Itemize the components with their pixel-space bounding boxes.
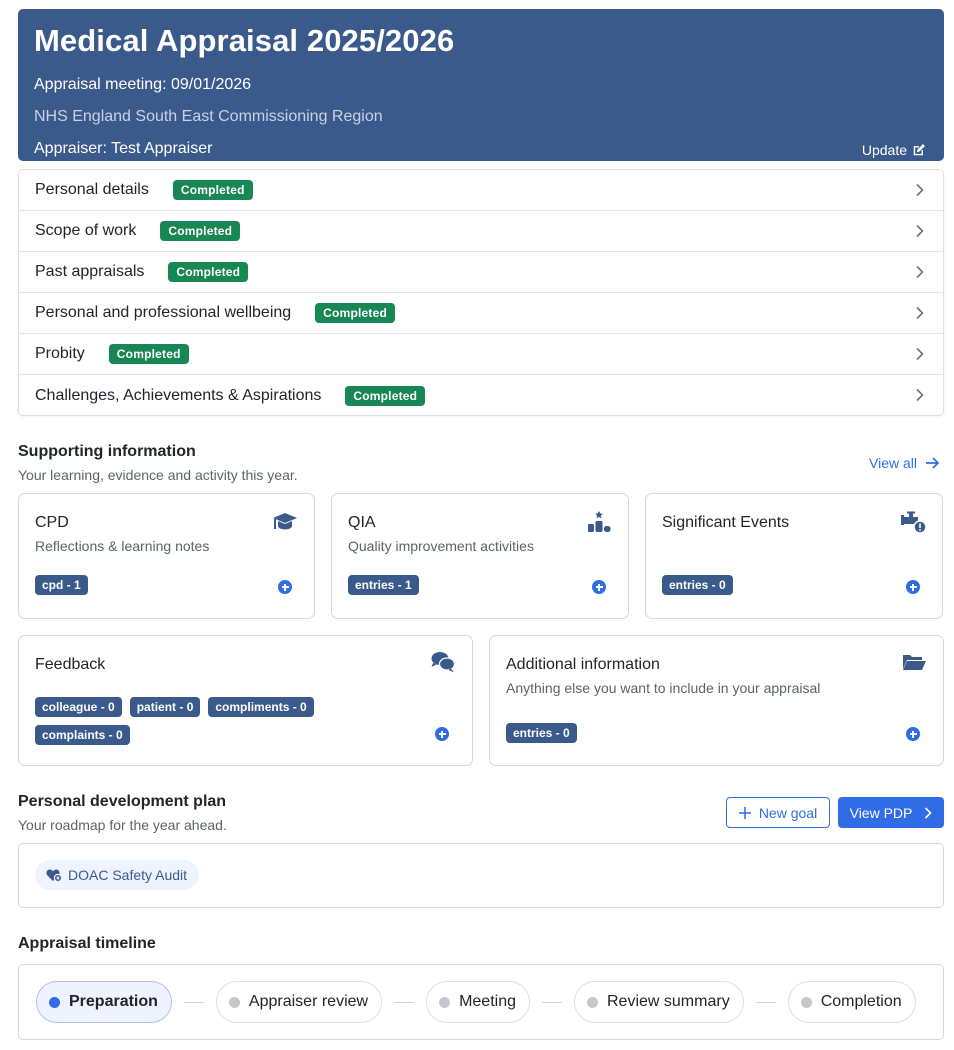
chevron-right-icon	[915, 388, 925, 402]
card-title: Significant Events	[662, 514, 790, 531]
page-title: Medical Appraisal 2025/2026	[34, 23, 455, 58]
section-label: Challenges, Achievements & Aspirations	[35, 386, 322, 404]
card-title: Additional information	[506, 656, 660, 673]
appraisal-header	[18, 9, 944, 161]
status-badge: Completed	[315, 303, 395, 323]
pdp-goals-container	[18, 843, 944, 908]
add-cpd-button[interactable]	[278, 580, 292, 594]
meeting-date: Appraisal meeting: 09/01/2026	[34, 76, 252, 93]
plus-icon	[739, 807, 751, 819]
supporting-info-heading: Supporting information	[18, 443, 196, 460]
appraiser-name: Appraiser: Test Appraiser	[34, 140, 213, 157]
step-status-dot	[587, 997, 598, 1008]
additional-info-card[interactable]	[489, 635, 944, 766]
count-pill: entries - 0	[662, 575, 733, 595]
timeline-connector	[184, 1002, 204, 1003]
step-label: Completion	[820, 993, 902, 1010]
step-label: Meeting	[459, 993, 516, 1010]
step-status-dot	[49, 997, 60, 1008]
timeline-connector	[394, 1002, 414, 1003]
card-title: CPD	[35, 514, 69, 531]
colleague-count-pill: colleague - 0	[35, 697, 122, 717]
card-title: Feedback	[35, 656, 106, 673]
comments-icon	[430, 650, 456, 674]
section-row-probity[interactable]	[19, 334, 943, 375]
status-badge: Completed	[109, 344, 189, 364]
status-badge: Completed	[168, 262, 248, 282]
timeline-step-appraiser-review[interactable]	[216, 981, 382, 1023]
step-status-dot	[439, 997, 450, 1008]
patient-count-pill: patient - 0	[130, 697, 201, 717]
folder-open-icon	[901, 650, 927, 674]
section-label: Scope of work	[35, 222, 137, 239]
region-name: NHS England South East Commissioning Region	[34, 108, 383, 125]
supporting-info-subtitle: Your learning, evidence and activity this year.	[18, 467, 298, 483]
new-goal-label: New goal	[758, 804, 818, 821]
timeline-connector	[542, 1002, 562, 1003]
complaints-count-pill: complaints - 0	[35, 725, 130, 745]
new-goal-button[interactable]	[726, 797, 830, 828]
ranking-star-icon	[586, 510, 612, 534]
chevron-right-icon	[915, 224, 925, 238]
qia-card[interactable]	[331, 493, 629, 619]
chevron-right-icon	[915, 183, 925, 197]
status-badge: Completed	[160, 221, 240, 241]
section-label: Past appraisals	[35, 263, 145, 280]
graduation-cap-icon	[272, 510, 298, 534]
faucet-alert-icon	[900, 510, 926, 534]
chevron-right-icon	[915, 347, 925, 361]
view-pdp-label: View PDP	[849, 804, 913, 821]
chevron-right-icon	[915, 306, 925, 320]
card-subtitle: Quality improvement activities	[348, 538, 534, 554]
feedback-card[interactable]	[18, 635, 473, 766]
status-badge: Completed	[345, 386, 425, 406]
compliments-count-pill: compliments - 0	[208, 697, 313, 717]
timeline-step-meeting[interactable]	[426, 981, 530, 1023]
section-row-challenges[interactable]	[19, 375, 943, 416]
add-qia-button[interactable]	[592, 580, 606, 594]
status-badge: Completed	[173, 180, 253, 200]
timeline-step-completion[interactable]	[788, 981, 916, 1023]
add-significant-event-button[interactable]	[906, 580, 920, 594]
appraisal-sections-list	[18, 169, 944, 416]
pdp-subtitle: Your roadmap for the year ahead.	[18, 817, 227, 833]
cpd-card[interactable]	[18, 493, 315, 619]
section-label: Probity	[35, 345, 85, 362]
card-subtitle: Reflections & learning notes	[35, 538, 210, 554]
arrow-right-icon	[925, 457, 940, 469]
count-pill: entries - 0	[506, 723, 577, 743]
chevron-right-icon	[924, 807, 932, 819]
section-row-wellbeing[interactable]	[19, 293, 943, 334]
section-row-past-appraisals[interactable]	[19, 252, 943, 293]
step-label: Preparation	[69, 993, 158, 1010]
timeline-connector	[756, 1002, 776, 1003]
edit-icon	[912, 143, 926, 157]
step-label: Review summary	[607, 993, 730, 1010]
section-label: Personal details	[35, 181, 149, 198]
timeline-step-preparation[interactable]	[36, 981, 172, 1023]
card-title: QIA	[348, 514, 376, 531]
goal-label: DOAC Safety Audit	[68, 867, 188, 883]
step-status-dot	[229, 997, 240, 1008]
timeline-step-review-summary[interactable]	[574, 981, 744, 1023]
pdp-heading: Personal development plan	[18, 793, 227, 810]
section-label: Personal and professional wellbeing	[35, 304, 292, 321]
card-subtitle: Anything else you want to include in your appraisal	[506, 680, 821, 696]
step-status-dot	[801, 997, 812, 1008]
timeline-heading: Appraisal timeline	[18, 935, 156, 952]
count-pill: cpd - 1	[35, 575, 88, 595]
chevron-right-icon	[915, 265, 925, 279]
add-additional-info-button[interactable]	[906, 727, 920, 741]
step-label: Appraiser review	[248, 993, 369, 1010]
section-row-scope-of-work[interactable]	[19, 211, 943, 252]
count-pill: entries - 1	[348, 575, 419, 595]
significant-events-card[interactable]	[645, 493, 943, 619]
view-all-label: View all	[869, 455, 917, 471]
goal-chip[interactable]	[35, 860, 199, 890]
update-label: Update	[861, 142, 907, 158]
timeline-container	[18, 964, 944, 1040]
update-button[interactable]	[862, 142, 926, 158]
view-pdp-button[interactable]	[838, 797, 944, 828]
add-feedback-button[interactable]	[435, 727, 449, 741]
section-row-personal-details[interactable]	[19, 170, 943, 211]
view-all-link[interactable]	[869, 455, 940, 471]
heart-circle-plus-icon	[46, 868, 62, 882]
